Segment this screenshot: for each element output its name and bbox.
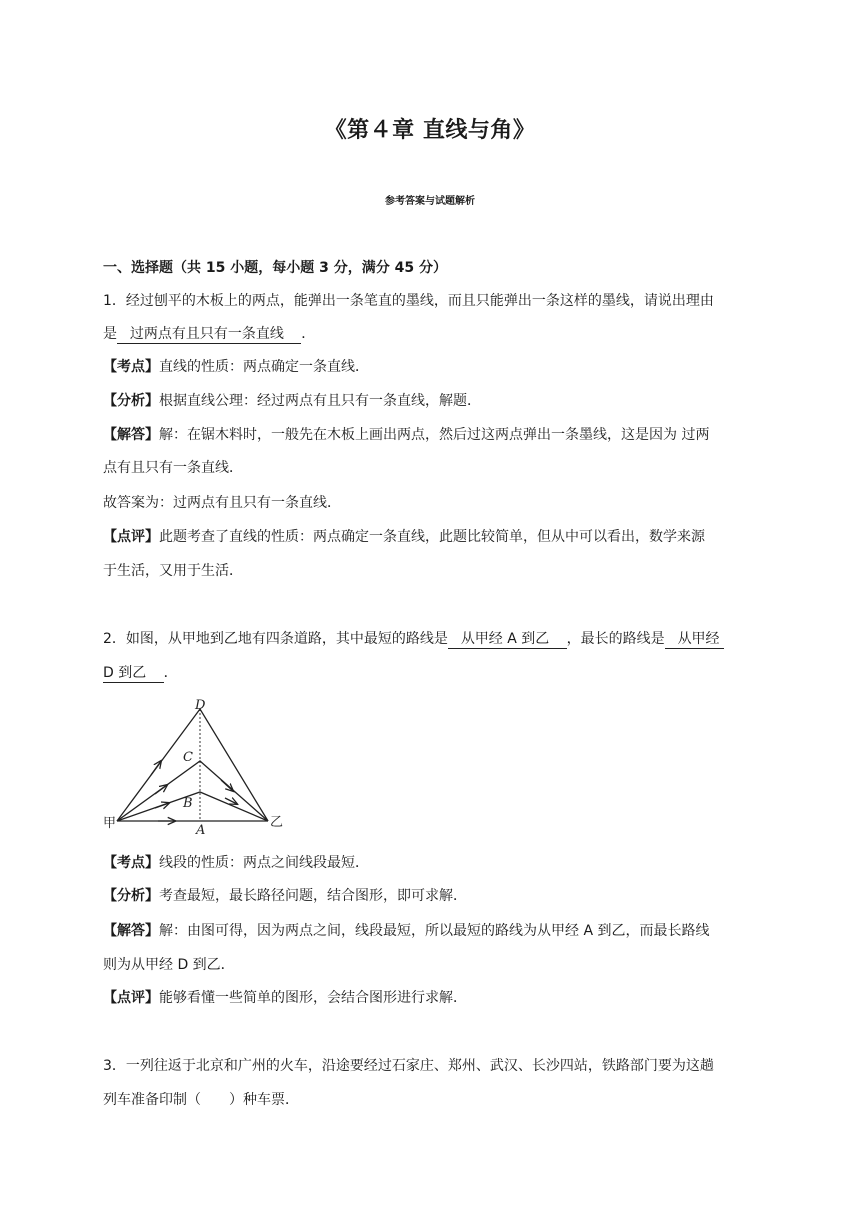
q1-kaodian <box>103 357 763 377</box>
fenxi-tag: 【分析】 <box>103 393 159 409</box>
q1-stem-pre: 是 <box>103 326 117 342</box>
q2-jieda-line2: 则为从甲经 D 到乙． <box>103 957 235 973</box>
q2-dianping-text: 能够看懂一些简单的图形，会结合图形进行求解． <box>159 990 467 1006</box>
q1-stem-line2 <box>103 324 763 344</box>
label-a: A <box>196 823 206 835</box>
label-jia: 甲 <box>103 816 117 831</box>
q2-kaodian-text: 线段的性质：两点之间线段最短． <box>159 855 369 871</box>
q1-dianping-line2: 于生活，又用于生活． <box>103 563 243 579</box>
q2-dianping <box>103 988 763 1008</box>
arrow-route-c <box>155 785 167 794</box>
section-heading: 一、选择题（共 15 小题，每小题 3 分，满分 45 分） <box>103 260 447 276</box>
q2-jieda-text1: 解：由图可得，因为两点之间，线段最短，所以最短的路线为从甲经 A 到乙，而最长路线 <box>159 923 710 939</box>
q1-jieda-line2: 点有且只有一条直线． <box>103 460 243 476</box>
route-diagram <box>103 695 293 835</box>
q2-answer2-blank-part2: D 到乙 <box>103 665 164 683</box>
q1-fenxi-text: 根据直线公理：经过两点有且只有一条直线，解题． <box>159 393 481 409</box>
jieda-tag: 【解答】 <box>103 923 159 939</box>
arrow-route-d <box>151 761 161 775</box>
q2-stem-mid: ，最长的路线是 <box>566 631 665 647</box>
q1-jieda-text1: 解：在锯木料时，一般先在木板上画出两点，然后过这两点弹出一条墨线，这是因为 过两 <box>159 427 710 443</box>
document-subtitle: 参考答案与试题解析 <box>385 196 475 207</box>
q1-dianping-text1: 此题考查了直线的性质：两点确定一条直线，此题比较简单，但从中可以看出，数学来源 <box>159 529 705 545</box>
kaodian-tag: 【考点】 <box>103 855 159 871</box>
dianping-tag: 【点评】 <box>103 990 159 1006</box>
kaodian-tag: 【考点】 <box>103 359 159 375</box>
q2-answer1-blank: 从甲经 A 到乙 <box>448 631 567 649</box>
q1-stem-line1: 1．经过刨平的木板上的两点，能弹出一条笔直的墨线，而且只能弹出一条这样的墨线，请说出理由 <box>103 293 714 309</box>
label-d: D <box>195 698 206 713</box>
q2-answer2-blank-part1: 从甲经 <box>665 631 724 649</box>
q1-answer-blank: 过两点有且只有一条直线 <box>117 326 301 344</box>
arrow-route-b <box>155 803 169 808</box>
arrow-route-c2 <box>221 780 233 791</box>
q1-jieda-line1 <box>103 425 763 445</box>
q1-fenxi <box>103 391 763 411</box>
q2-stem-post: ． <box>163 665 178 681</box>
q1-dianping-line1 <box>103 527 763 547</box>
q3-stem-line2: 列车准备印制（ ）种车票． <box>103 1092 299 1108</box>
q2-stem-line2 <box>103 663 763 683</box>
q3-stem-line1: 3．一列往返于北京和广州的火车，沿途要经过石家庄、郑州、武汉、长沙四站，铁路部门要为这趟 <box>103 1058 714 1074</box>
dianping-tag: 【点评】 <box>103 529 159 545</box>
q2-fenxi <box>103 886 763 906</box>
label-yi: 乙 <box>270 815 284 830</box>
q1-guda: 故答案为：过两点有且只有一条直线． <box>103 495 341 511</box>
q2-kaodian <box>103 853 763 873</box>
fenxi-tag: 【分析】 <box>103 888 159 904</box>
q1-kaodian-text: 直线的性质：两点确定一条直线． <box>159 359 369 375</box>
label-b: B <box>183 796 193 811</box>
label-c: C <box>183 750 193 765</box>
q2-jieda-line1 <box>103 921 763 941</box>
q1-stem-post: ． <box>301 326 316 342</box>
q2-stem-pre: 2．如图，从甲地到乙地有四条道路，其中最短的路线是 <box>103 631 448 647</box>
q2-fenxi-text: 考查最短，最长路径问题，结合图形，即可求解． <box>159 888 467 904</box>
jieda-tag: 【解答】 <box>103 427 159 443</box>
route-figure <box>103 695 293 835</box>
q2-stem-line1 <box>103 629 763 649</box>
document-title: 《第４章 直线与角》 <box>324 118 536 143</box>
